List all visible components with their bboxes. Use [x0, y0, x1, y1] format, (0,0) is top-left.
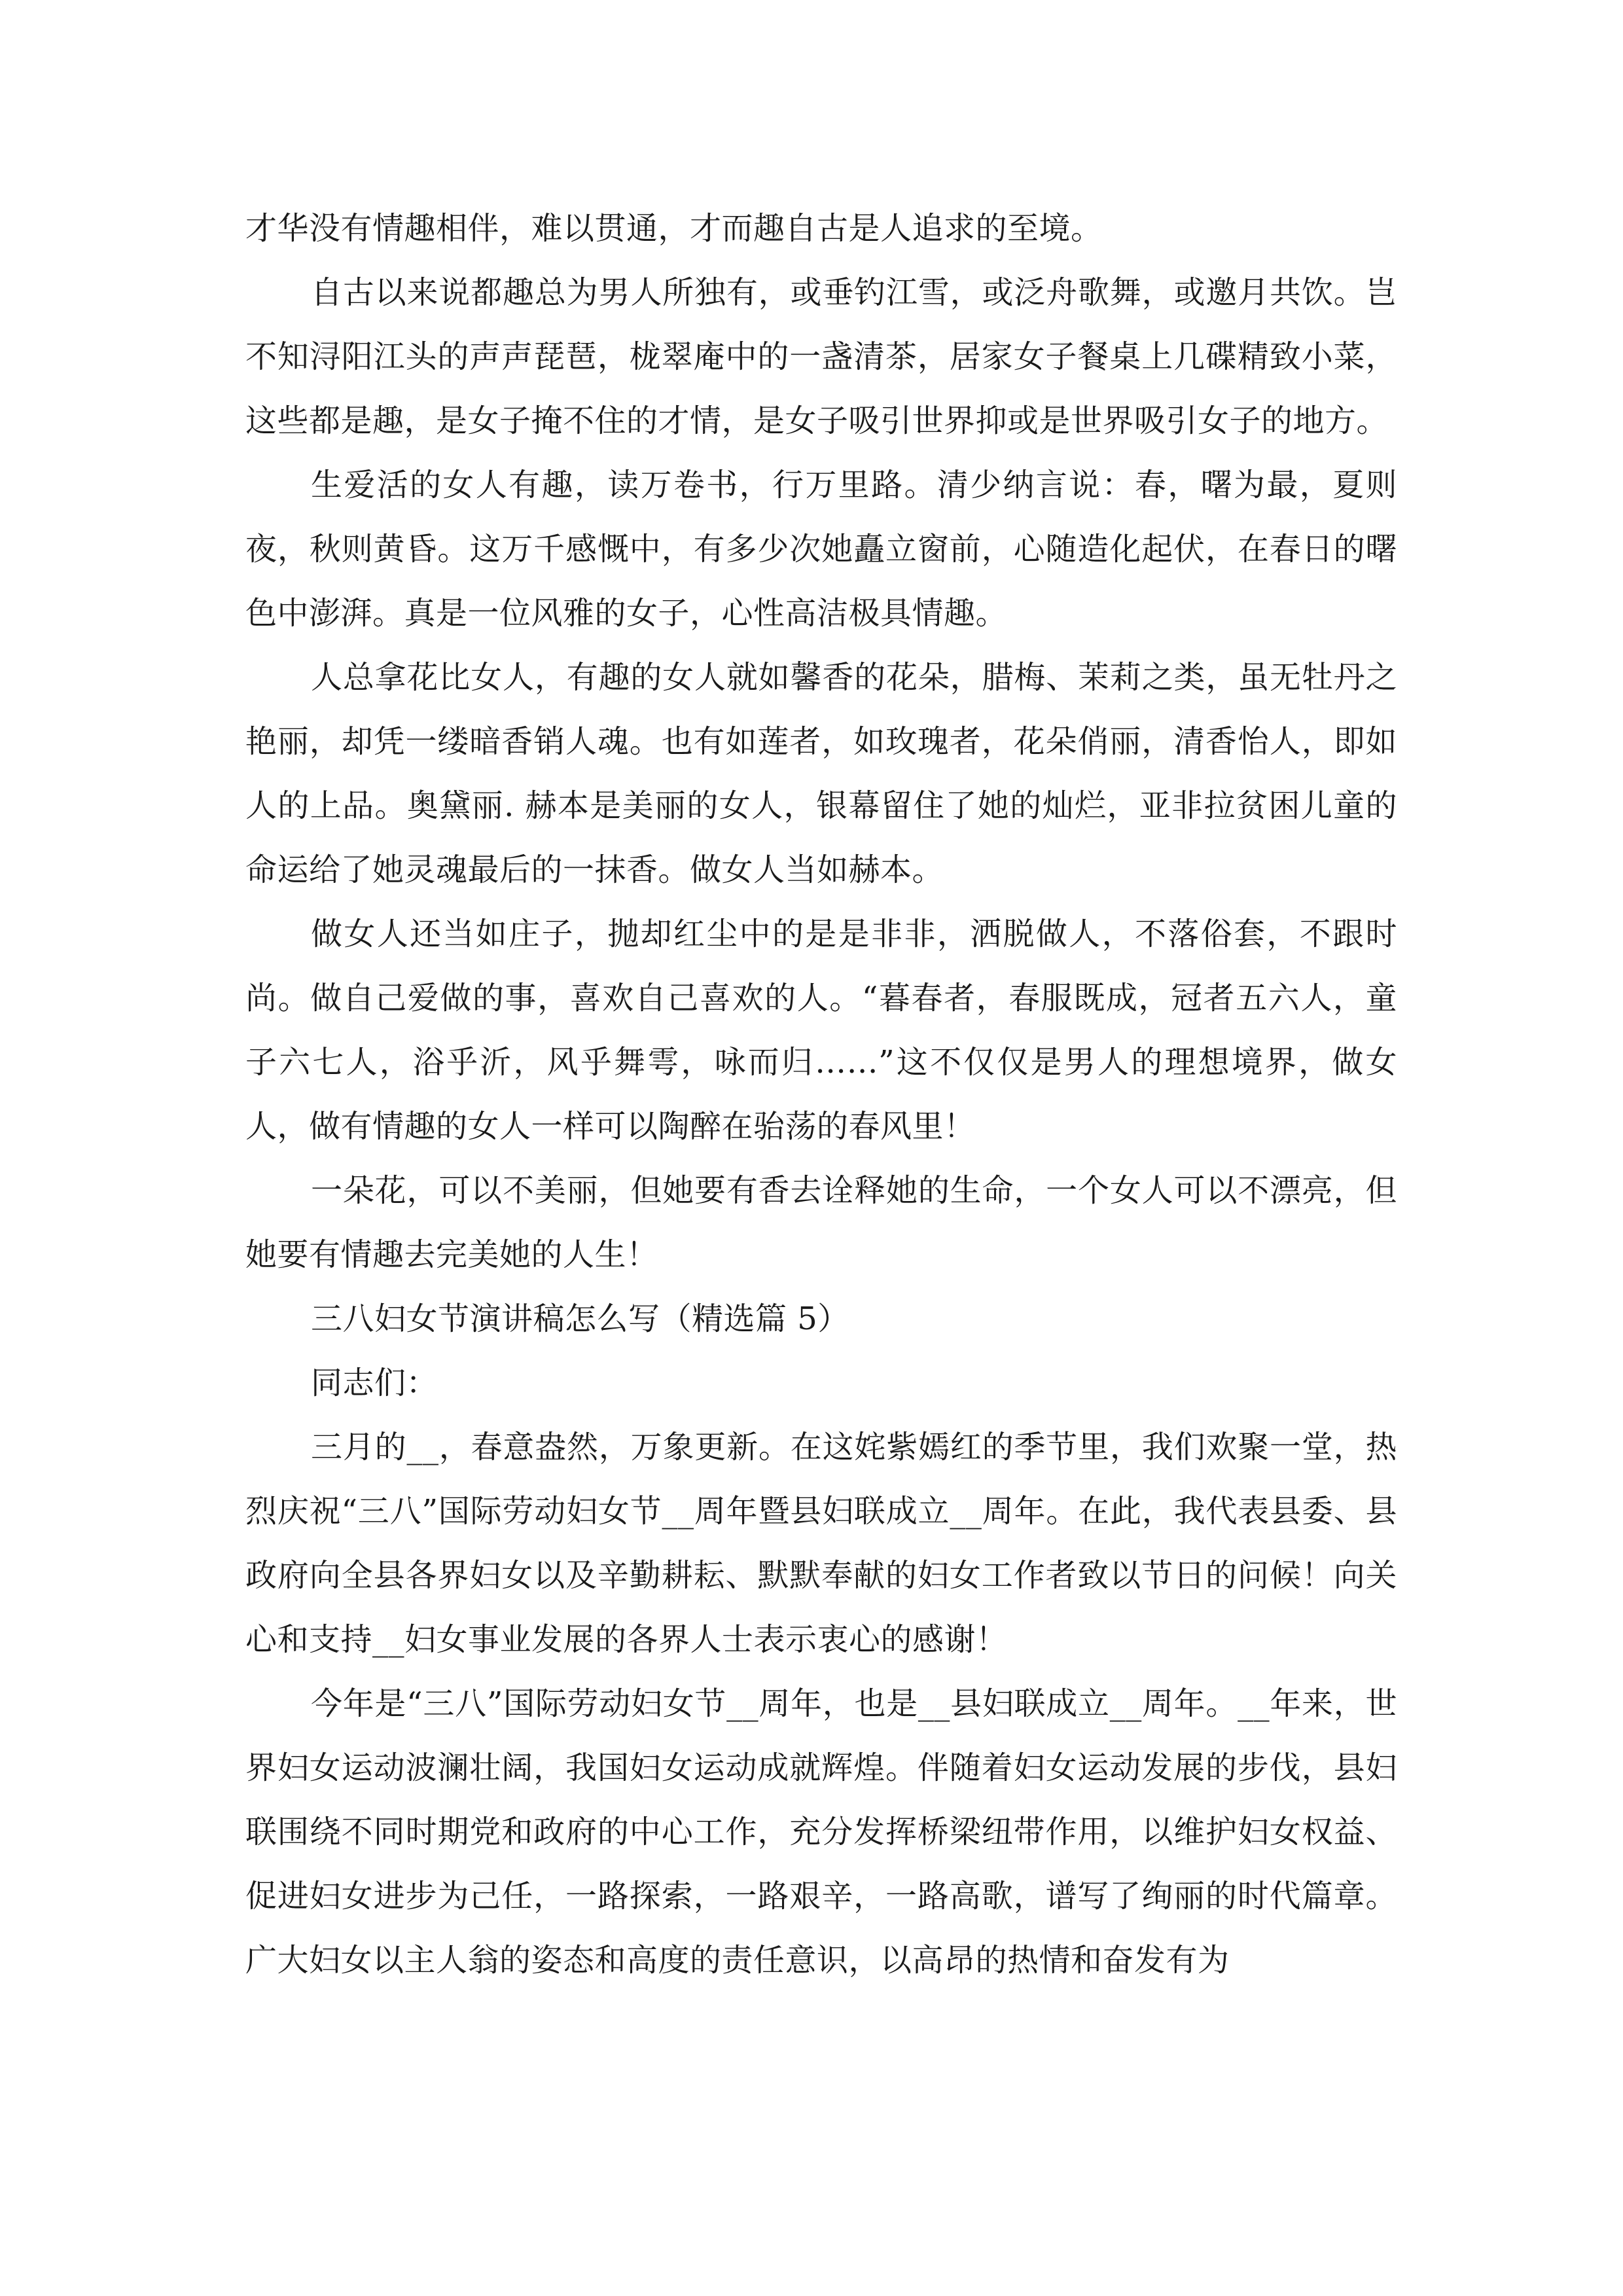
document-body [245, 196, 1397, 1992]
paragraph: 三月的__，春意盎然，万象更新。在这姹紫嫣红的季节里，我们欢聚一堂，热烈庆祝“三八”国际劳动妇女节__周年暨县妇联成立__周年。在此，我代表县委、县政府向全县各界妇女以及辛勤耕耘、默默奉献的妇女工作者致以节日的问候！向关心和支持__妇女事业发展的各界人士表示衷心的感谢！ [245, 1429, 1397, 1658]
paragraph: 做女人还当如庄子，抛却红尘中的是是非非，洒脱做人，不落俗套，不跟时尚。做自己爱做的事，喜欢自己喜欢的人。“暮春者，春服既成，冠者五六人，童子六七人，浴乎沂，风乎舞雩，咏而归……”这不仅仅是男人的理想境界，做女人，做有情趣的女人一样可以陶醉在骀荡的春风里！ [245, 916, 1397, 1145]
paragraph-continuation: 才华没有情趣相伴，难以贯通，才而趣自古是人追求的至境。 [245, 210, 1103, 247]
salutation: 同志们： [311, 1365, 438, 1401]
paragraph: 今年是“三八”国际劳动妇女节__周年，也是__县妇联成立__周年。__年来，世界妇女运动波澜壮阔，我国妇女运动成就辉煌。伴随着妇女运动发展的步伐，县妇联围绕不同时期党和政府的中心工作，充分发挥桥梁纽带作用，以维护妇女权益、促进妇女进步为己任，一路探索，一路艰辛，一路高歌，谱写了绚丽的时代篇章。广大妇女以主人翁的姿态和高度的责任意识，以高昂的热情和奋发有为 [245, 1685, 1397, 1979]
section-heading: 三八妇女节演讲稿怎么写（精选篇 5） [311, 1300, 849, 1337]
paragraph: 人总拿花比女人，有趣的女人就如馨香的花朵，腊梅、茉莉之类，虽无牡丹之艳丽，却凭一缕暗香销人魂。也有如莲者，如玫瑰者，花朵俏丽，清香怡人，即如人的上品。奥黛丽. 赫本是美丽的女人，银幕留住了她的灿烂，亚非拉贫困儿童的命运给了她灵魂最后的一抹香。做女人当如赫本。 [245, 659, 1397, 888]
paragraph: 自古以来说都趣总为男人所独有，或垂钓江雪，或泛舟歌舞，或邀月共饮。岂不知浔阳江头的声声琵琶，栊翠庵中的一盏清茶，居家女子餐桌上几碟精致小菜，这些都是趣，是女子掩不住的才情，是女子吸引世界抑或是世界吸引女子的地方。 [245, 274, 1397, 439]
paragraph: 生爱活的女人有趣，读万卷书，行万里路。清少纳言说：春，曙为最，夏则夜，秋则黄昏。这万千感慨中，有多少次她矗立窗前，心随造化起伏，在春日的曙色中澎湃。真是一位风雅的女子，心性高洁极具情趣。 [245, 467, 1397, 632]
paragraph: 一朵花，可以不美丽，但她要有香去诠释她的生命，一个女人可以不漂亮，但她要有情趣去完美她的人生！ [245, 1172, 1397, 1273]
